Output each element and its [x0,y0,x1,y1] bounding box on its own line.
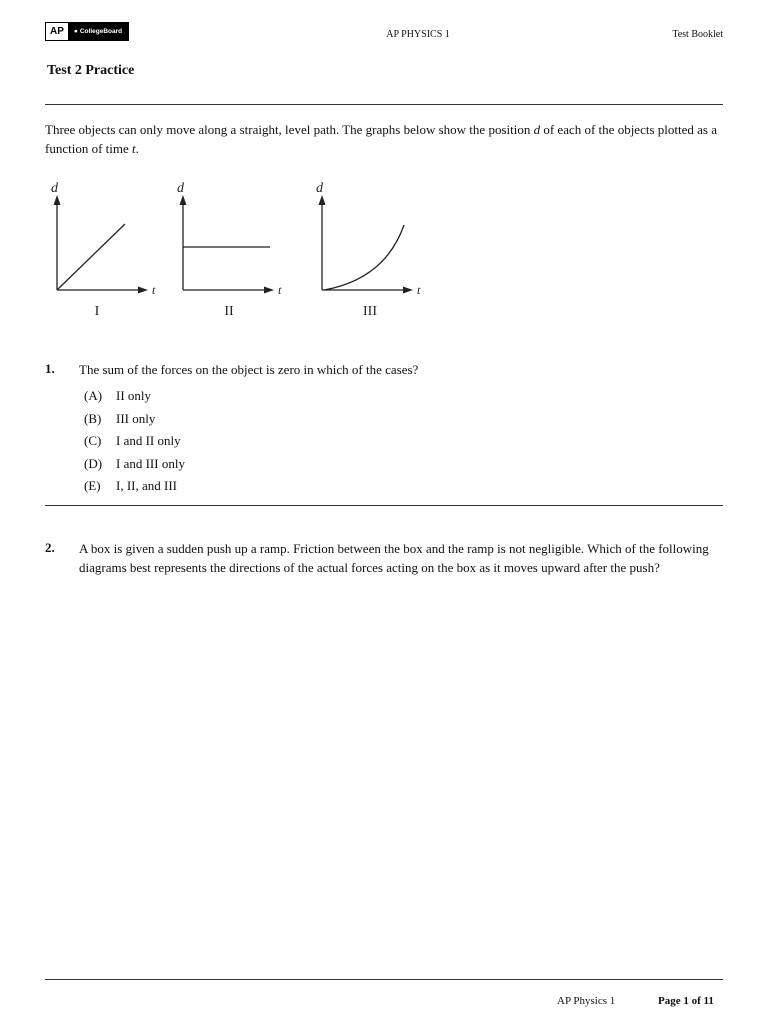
position-time-graphs [0,0,768,340]
graph-i-y-label: d [51,181,58,196]
graph-i-line [57,224,125,290]
question-divider [45,505,723,506]
choice-c[interactable] [84,430,185,453]
footer-page-number: Page 1 of 11 [658,995,714,1007]
footer-subject: AP Physics 1 [557,995,616,1007]
choice-c-letter: (C) [84,433,102,449]
graph-iii-x-arrow [403,287,413,294]
logo-ap-text: AP [46,23,68,40]
graph-ii-x-arrow [264,287,274,294]
graph-i [54,195,149,294]
intro-var-d: d [533,122,541,137]
choice-d-text: I and III only [116,455,185,471]
intro-text-3: . [135,141,139,156]
intro-var-t: t [132,141,136,156]
intro-text-1: Three objects can only move along a straight, level path. The graphs below show the position [45,122,534,137]
choice-a[interactable] [84,385,185,408]
choice-a-letter: (A) [84,388,103,404]
choice-e[interactable] [84,475,185,498]
graph-iii-x-label: t [417,283,421,297]
header-booklet-label: Test Booklet [672,29,723,40]
graph-iii-y-label: d [316,181,323,196]
graph-iii [319,195,414,294]
question-1-choices [84,385,185,498]
choice-b-text: III only [116,410,156,426]
graph-i-y-arrow [54,195,61,205]
footer-divider [45,979,723,980]
intro-text-2: of each of the objects plotted as a function of time [45,122,717,156]
graph-i-x-label: t [152,283,156,297]
choice-c-text: I and II only [116,433,181,449]
choice-e-text: I, II, and III [116,478,177,494]
page-title: Test 2 Practice [47,63,135,78]
graph-ii-y-arrow [180,195,187,205]
graph-ii [180,195,275,294]
choice-a-text: II only [116,388,152,404]
graph-i-x-arrow [138,287,148,294]
graph-iii-caption: III [363,304,377,319]
question-1-text: The sum of the forces on the object is zero in which of the cases? [79,362,419,377]
question-2-text: A box is given a sudden push up a ramp. Friction between the box and the ramp is not negligible. Which of the following diagrams best represents the directions of the actual forces acting on the box as it moves upward after the push? [79,541,709,575]
question-2-number: 2. [45,540,55,555]
choice-e-letter: (E) [84,478,101,494]
choice-b-letter: (B) [84,410,102,426]
choice-d-letter: (D) [84,455,103,471]
question-1-number: 1. [45,361,55,376]
acorn-icon: ● [73,28,78,35]
logo-collegeboard-text: CollegeBoard [79,28,123,35]
graph-iii-curve [324,225,404,290]
choice-b[interactable] [84,408,185,431]
header-course-title: AP PHYSICS 1 [386,29,450,40]
graph-iii-y-arrow [319,195,326,205]
graph-ii-caption: II [224,304,234,319]
graph-ii-x-label: t [278,283,282,297]
graph-ii-y-label: d [177,181,184,196]
graph-i-caption: I [94,304,100,319]
choice-d[interactable] [84,453,185,476]
